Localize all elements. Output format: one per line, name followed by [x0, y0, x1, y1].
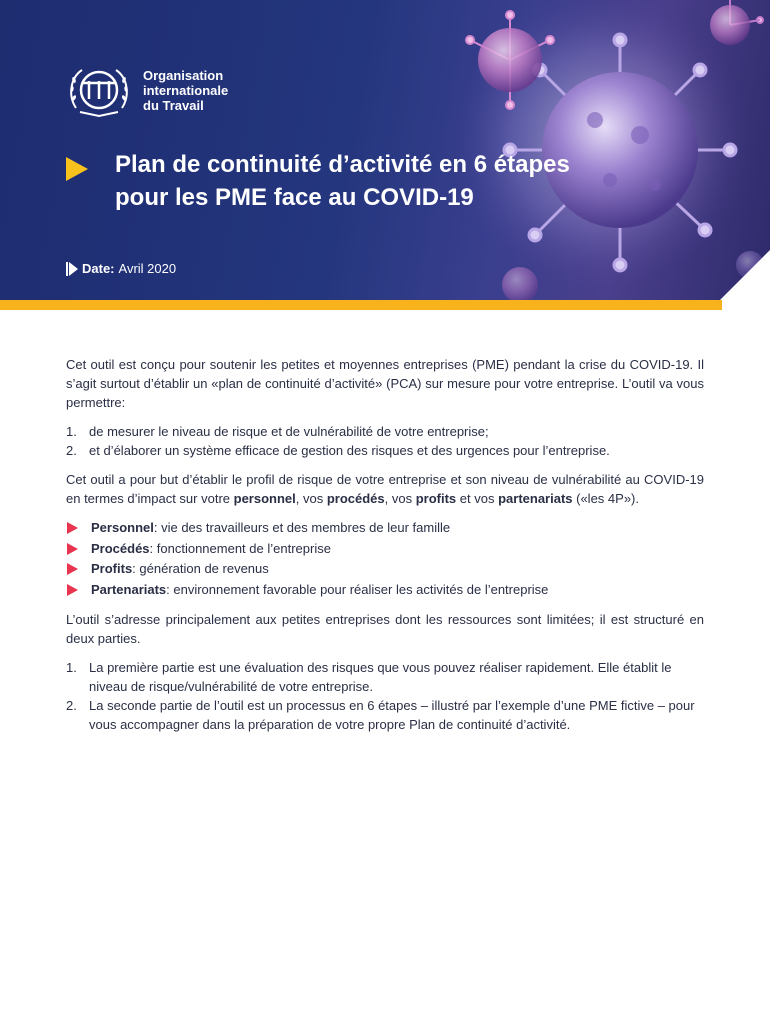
list-item [66, 658, 704, 696]
goals-list [66, 422, 704, 460]
list-item [66, 441, 704, 460]
profile-text: Cet outil a pour but d’établir le profil de risque de votre entreprise et son niveau de vulnérabilité au COVID-19 en termes d’impact sur votre [66, 472, 704, 506]
list-item [66, 580, 704, 601]
list-number: 2. [66, 698, 77, 713]
scope-paragraph: L’outil s’adresse principalement aux petites entreprises dont les ressources sont limitées; il est structuré en deux parties. [66, 612, 704, 646]
keyword-personnel: personnel [233, 491, 296, 506]
org-name-line: internationale [143, 83, 229, 98]
profile-text: , vos [295, 491, 327, 506]
list-item [66, 539, 704, 560]
list-item [66, 696, 704, 734]
four-p-term: Partenariats [91, 581, 167, 597]
list-item-text: et d’élaborer un système efficace de gestion des risques et des urgences pour l’entreprise. [89, 443, 610, 458]
keyword-procedes: procédés [326, 491, 385, 506]
date-value: Avril 2020 [118, 261, 177, 276]
four-p-list [66, 518, 704, 600]
parts-list [66, 658, 704, 734]
title-line: Plan de continuité d’activité en 6 étapes [115, 151, 570, 178]
four-p-term: Personnel [91, 520, 154, 535]
keyword-profits: profits [415, 491, 457, 506]
bullet-arrow-icon [67, 543, 78, 555]
list-item [66, 422, 704, 441]
title-line: pour les PME face au COVID-19 [115, 184, 474, 211]
intro-paragraph: Cet outil est conçu pour soutenir les petites et moyennes entreprises (PME) pendant la crise du COVID-19. Il s’agit surtout d’établir un «plan de continuité d’activité» (PCA) sur mesure pour votre entreprise. L’outil va vous permettre: [66, 357, 704, 410]
list-item-text: de mesurer le niveau de risque et de vulnérabilité de votre entreprise; [89, 424, 489, 439]
profile-text: et vos [456, 491, 499, 506]
list-number: 1. [66, 424, 77, 439]
date-arrow-icon [66, 262, 78, 276]
four-p-desc: : vie des travailleurs et des membres de leur famille [153, 520, 451, 535]
org-name-line: du Travail [143, 98, 204, 113]
oit-logo [66, 64, 132, 118]
list-number: 2. [66, 443, 77, 458]
bullet-arrow-icon [67, 522, 78, 534]
date-label: Date: [82, 261, 115, 276]
list-number: 1. [66, 660, 77, 675]
list-item-text: La seconde partie de l’outil est un processus en 6 étapes – illustré par l’exemple d’une PME fictive – pour vous accompagner dans la préparation de votre propre Plan de continuité d’activité. [89, 698, 695, 732]
bullet-arrow-icon [67, 563, 78, 575]
list-item [66, 559, 704, 580]
profile-paragraph [66, 470, 704, 508]
org-name-line: Organisation [143, 68, 224, 83]
title-arrow-icon [66, 157, 88, 181]
list-item [66, 518, 704, 539]
four-p-desc: : fonctionnement de l’entreprise [149, 540, 331, 556]
four-p-term: Procédés [91, 540, 150, 556]
header-banner [0, 0, 770, 310]
bullet-arrow-icon [67, 584, 78, 596]
banner-accent-stripe [0, 300, 722, 310]
profile-text: , vos [384, 491, 416, 506]
date-row [66, 261, 176, 276]
four-p-desc: : environnement favorable pour réaliser les activités de l’entreprise [166, 581, 549, 597]
organization-name [143, 68, 228, 113]
profile-text: («les 4P»). [572, 491, 639, 506]
four-p-term: Profits [91, 561, 133, 576]
keyword-partenariats: partenariats [498, 491, 573, 506]
document-body [66, 355, 704, 744]
page-title [115, 148, 675, 214]
four-p-desc: : génération de revenus [132, 561, 269, 576]
list-item-text: La première partie est une évaluation des risques que vous pouvez réaliser rapidement. Elle établit le niveau de risque/vulnérabilité de votre entreprise. [89, 660, 672, 694]
